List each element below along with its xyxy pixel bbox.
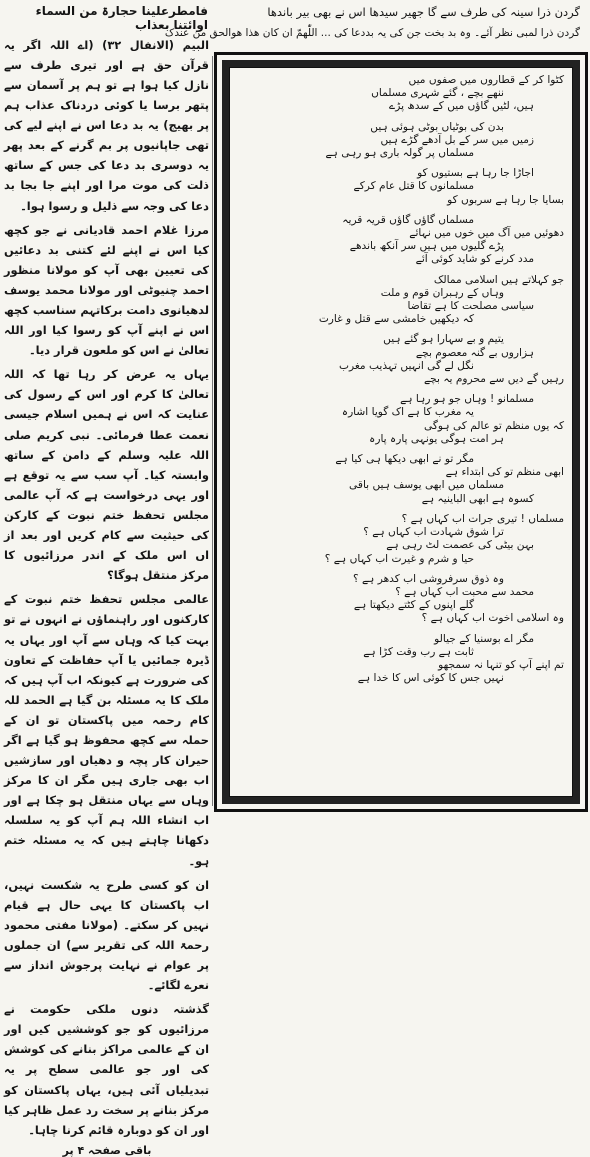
poem-verse: ننھے بچے ، گئے شہری مسلماں [371,87,504,100]
poem-verse: مسلماں میں ابھی یوسف ہیں باقی [349,479,504,492]
header-line-2: گردن ذرا لمبی نظر آئے۔ وہ بد بخت جن کی یہ بددعا کی ... اللّٰھمّ ان کان ھذا ھوالحق من عندک [164,27,580,39]
poem-verse: وہ اسلامی اخوت اب کہاں ہے ؟ [421,612,564,625]
poem-verse: مسلماں ! تیری جرات اب کہاں ہے ؟ [401,512,564,525]
poem-verse: حیا و شرم و غیرت اب کہاں ہے ؟ [324,552,474,565]
poem-verse: مسلماں گاؤں گاؤں قریہ قریہ [342,213,474,226]
continued-note: باقی صفحہ ۴ پر [62,1143,152,1157]
article-paragraph: البیم (الانفال ۳۲) (اے اللہ اگر یہ قرآن حق ہے اور تیری طرف سے نازل کیا ہوا ہے تو ہم پر آسمان سے پتھر برسا یا کوئی دردناک عذاب ہم پر بھیج) یہ بد دعا اس نے اپنے لیے کی تھی جاپانیوں پر بم گرنے کے بعد پھر یہ دوسری بد دعا کی جس کے ساتھ ذلت کی موت مرا اور اپنے جا بجا بد دعا کی وجہ سے ذلیل و رسوا ہوا۔ [4,37,209,213]
poem-verse: ہیں، لٹیں گاؤں میں کے سدھ پڑے [389,100,534,113]
poem [230,68,572,685]
poem-verse: ثابت ہے رب وقت کڑا ہے [363,645,474,658]
poem-verse: ابھی منظم تو کی ابتداء ہے [445,466,564,479]
poem-verse: سیاسی مصلحت کا ہے تقاضا [407,300,534,313]
header-line-1: گردن ذرا سینہ کی طرف سے گا جھیر سیدھا اس نے بھی بیر باندھا [267,5,580,19]
poem-stanza [236,453,564,506]
poem-verse: بسایا جا رہا ہے سربوں کو [447,193,564,206]
poem-stanza [236,74,564,114]
poem-verse: جو کہلاتے ہیں اسلامی ممالک [433,273,564,286]
poem-verse: کٹوا کر کے قطاروں میں صفوں میں [408,74,564,86]
poem-verse: اجاڑا جا رہا ہے بستیوں کو [417,167,534,180]
poem-verse: کسوہ ہے ابھی الباینیہ ہے [421,492,534,505]
article-paragraph: یہاں یہ عرض کر رہا تھا کہ اللہ تعالیٰ کا کرم اور اس کے رسول کی عنایت کہ اس نے ہمیں اسلام جیسی نعمت عطا فرمائی۔ نبی کریم صلی اللہ علیہ وسلم کے دامن کے ساتھ وابستہ کیا۔ آپ سب سے یہ توقع ہے اور یہی درخواست ہے کہ آپ عالمی مجلس تحفظ ختم نبوت کے کارکن کی حیثیت سے کام کریں اور بعد از اں اس ملک کے اندر مرزائیوں کا مرکز منتقل ہوگا؟ [4,367,209,583]
poem-box [229,67,573,797]
article-paragraph: ان کو کسی طرح یہ شکست نہیں، اب پاکستان کا یہی حال ہے قیام نہیں کر سکتے۔ (مولانا مفتی محمود رحمۃ اللہ کی تقریر سے) ان جملوں پر عوام نے نہایت پرجوش انداز سے نعرے لگائے۔ [4,877,209,993]
poem-verse: ترا شوق شہادت اب کہاں ہے ؟ [363,526,504,539]
poem-verse: یتیم و بے سہارا ہو گئے ہیں [383,333,504,346]
article-paragraph: گذشتہ دنوں ملکی حکومت نے مرزائیوں کو جو کوششیں کیں اور ان کے عالمی مراکز بنانے کی کوشش کی اور جو عالمی سطح پر یہ تبدیلیاں آئی ہیں، یہاں پاکستان کو مرکز بنانے پر سخت رد عمل ظاہر کیا اور ان کو دوبارہ قائم کرنا چاہا۔ [4,1002,209,1137]
poem-verse: مگر اے بوسنیا کے جیالو [434,632,534,645]
poem-verse: بہن بیٹی کی عصمت لٹ رہی ہے [386,539,534,552]
column-divider [212,56,213,806]
poem-verse: گلے اپنوں کے کٹتے دیکھتا ہے [353,599,474,612]
article-column [2,4,212,1157]
poem-verse: وہ ذوق سرفروشی اب کدھر ہے ؟ [352,572,504,585]
poem-stanza [236,333,564,386]
article-paragraph: عالمی مجلس تحفظ ختم نبوت کے کارکنوں اور راہنماؤں نے انہوں نے تو بہت کیا کہ وہاں سے آپ اور یہاں یہ ڈیرہ جمائیں یا آپ حفاظت کے تعاون کی ضرورت ہے کیونکہ اب آپ ہیں کہ ملک کا یہ مسئلہ بن گیا ہے الحمد للہ کام رحمہ میں پاکستان تو ان کے حملہ سے کچھ محفوظ ہو گیا ہے اگر حیران کار پچہ و دھیاں اور سازشیں اب بھی جاری ہیں مگر ان کا مرکز وہاں سے یہاں منتقل ہو چکا ہے اور اب انشاء اللہ ہم آپ کو یہ سلسلہ دکھانا چاہتے ہیں کہ یہ مسئلہ ختم ہو۔ [4,592,209,868]
poem-stanza [236,573,564,626]
poem-verse: دھوئیں میں آگ میں خوں میں نہائے [409,227,564,240]
poem-verse: نہیں جس کا کوئی اس کا خدا ہے [357,672,504,685]
poem-verse: بدن کی بوٹیاں بوٹی ہوئی ہیں [370,120,504,133]
poem-verse: تم اپنے آپ کو تنہا نہ سمجھو [438,658,564,671]
poem-stanza [236,513,564,566]
poem-verse: رہیں گے دیں سے محروم یہ بچے [423,373,564,386]
poem-stanza [236,633,564,686]
poem-stanza [236,121,564,161]
article-heading: فامطرعلینا حجارۃ من السماء اوائتنا بعذاب [35,4,208,33]
poem-verse: زمیں میں سر کے بل آدھے گڑے ہیں [380,133,534,146]
poem-verse: مسلماں پر گولہ باری ہو رہی ہے [325,147,474,160]
poem-verse: کہ یوں منظم تو عالم کی ہوگی [424,419,564,432]
article-paragraph: مرزا غلام احمد قادیانی نے جو کچھ کیا اس نے اپنے لئے کتنی بد دعائیں کی تعیین بھی آپ کو مولانا منظور احمد چنیوٹی اور مولانا محمد یوسف لدھیانوی دامت برکاتہم سناسب کچھ اس نے اپنے آپ کو رسوا کیا اور اللہ تعالیٰ نے اس کو ملعون قرار دیا۔ [4,222,209,358]
poem-verse: یہ مغرب کا ہے اک گویا اشارہ [341,406,474,419]
poem-verse: کہ دیکھیں خامشی سے قتل و غارت [318,313,474,326]
poem-verse: مدد کرنے کو شاید کوئی آئے [415,253,534,266]
poem-frame [214,52,588,812]
poem-verse: مسلمانوں کا قتل عام کرکے [353,180,474,193]
poem-stanza [236,393,564,446]
poem-verse: مسلمانو ! وہاں جو ہو رہا ہے [400,393,534,406]
poem-verse: وہاں کے رہبران قوم و ملت [380,286,504,299]
poem-verse: ہر امت ہوگی یونہی پارہ پارہ [369,432,504,445]
poem-stanza [236,214,564,267]
poem-stanza [236,274,564,327]
poem-verse: محمد سے محبت اب کہاں ہے ؟ [395,585,534,598]
poem-verse: پڑے گلیوں میں ہیں سر آنکھ باندھے [349,240,504,253]
poem-verse: مگر تو نے ابھی دیکھا ہی کیا ہے [335,453,474,466]
poem-verse: ہزاروں بے گنہ معصوم بچے [415,346,534,359]
poem-verse: نگل لے گی انہیں تہذیب مغرب [339,359,474,372]
poem-stanza [236,167,564,207]
